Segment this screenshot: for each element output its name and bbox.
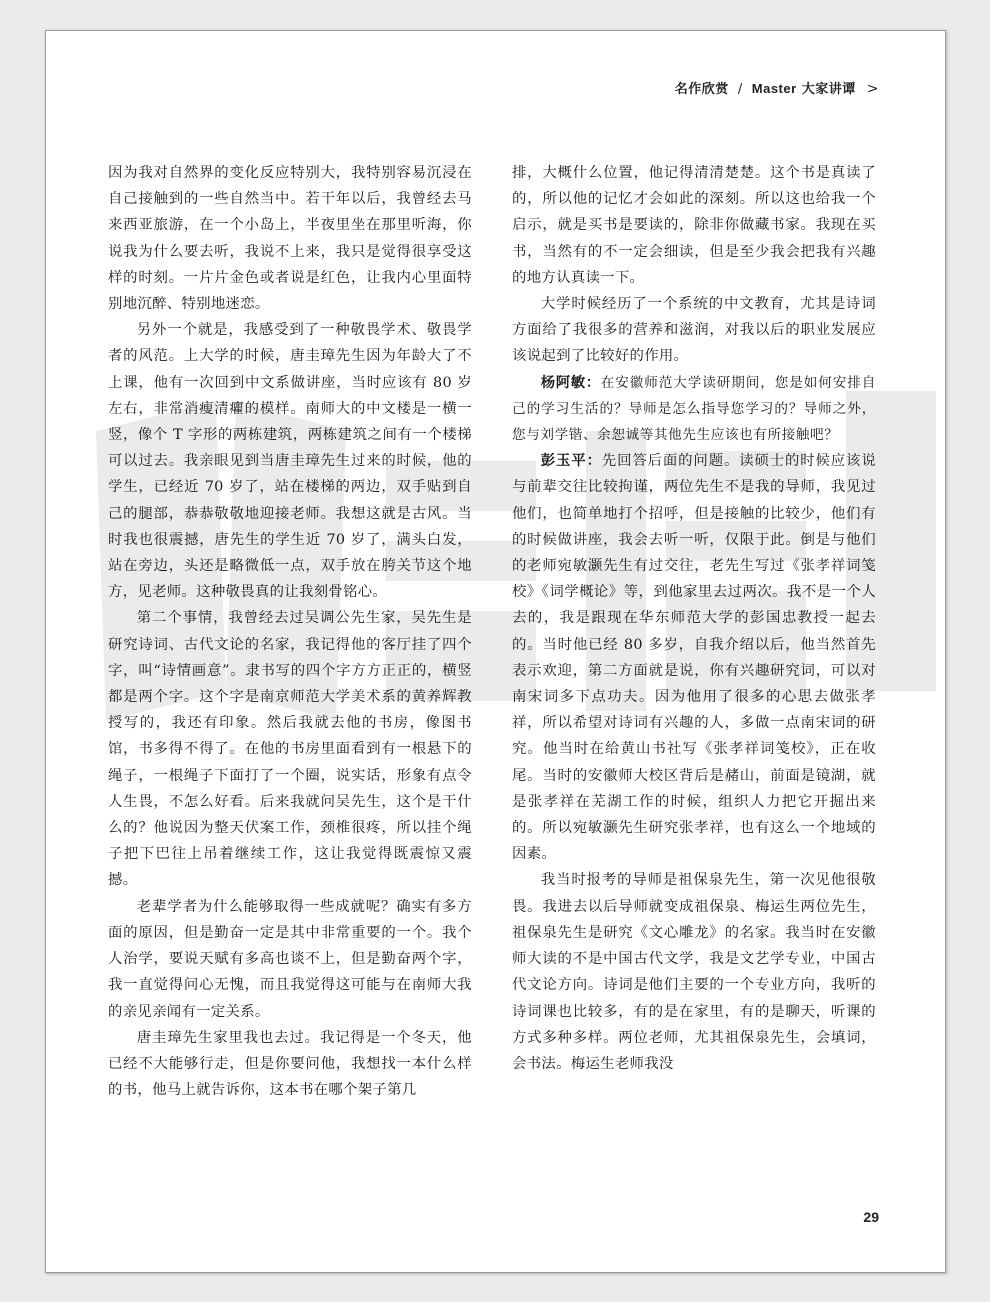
paragraph: 我当时报考的导师是祖保泉先生，第一次见他很敬畏。我进去以后导师就变成祖保泉、梅运生两位先生，祖保泉先生是研究《文心雕龙》的名家。我当时在安徽师大读的不是中国古代文学，我是文艺学专业，中国古代文论方向。诗词是他们主要的一个专业方向，我听的诗词课也比较多，有的是在家里，有的是聊天，听课的方式多种多样。两位老师，尤其祖保泉先生，会填词，会书法。梅运生老师我没 [512,872,876,1072]
question-text: 在安徽师范大学读研期间，您是如何安排自己的学习生活的？导师是怎么指导您学习的？导师之外，您与刘学锴、余恕诚等其他先生应该也有所接触吧？ [512,374,876,444]
paragraph: 第二个事情，我曾经去过吴调公先生家，吴先生是研究诗词、古代文论的名家，我记得他的客厅挂了四个字，叫“诗情画意”。隶书写的四个字方方正正的，横竖都是两个字。这个字是南京师范大学美术系的黄养辉教授写的，我还有印象。然后我就去他的书房，像图书馆，书多得不得了。在他的书房里面看到有一根悬下的绳子，一根绳子下面打了一个圈，说实话，形象有点令人生畏，不怎么好看。后来我就问吴先生，这个是干什么的？他说因为整天伏案工作，颈椎很疼，所以挂个绳子把下巴往上吊着继续工作，这让我觉得既震惊又震撼。 [108,610,472,889]
interview-question [512,370,876,449]
interviewer-name: 杨阿敏： [540,373,601,391]
paragraph: 因为我对自然界的变化反应特别大，我特别容易沉浸在自己接触到的一些自然当中。若干年以后，我曾经去马来西亚旅游，在一个小岛上，半夜里坐在那里听海，你说我为什么要去听，我说不上来，我只是觉得很享受这样的时刻。一片片金色或者说是红色，让我内心里面特别地沉醉、特别地迷恋。 [108,165,472,313]
paragraph: 大学时候经历了一个系统的中文教育，尤其是诗词方面给了我很多的营养和滋润，对我以后的职业发展应该说起到了比较好的作用。 [512,296,876,365]
chevron-right-icon: > [866,81,879,97]
page-number: 29 [863,1209,879,1225]
paragraph: 排，大概什么位置，他记得清清楚楚。这个书是真读了的，所以他的记忆才会如此的深刻。所以这也给我一个启示，就是买书是要读的，除非你做藏书家。我现在买书，当然有的不一定会细读，但是至少我会把我有兴趣的地方认真读一下。 [512,165,876,286]
running-header [675,78,879,97]
interview-answer [512,448,876,867]
left-column [108,160,472,1103]
magazine-page [45,30,946,1273]
header-column-en: Master [751,81,797,96]
header-section: 名作欣赏 [674,82,729,97]
interviewee-name: 彭玉平： [540,452,602,470]
right-column [512,160,876,1077]
header-separator: / [737,82,743,97]
paragraph: 唐圭璋先生家里我也去过。我记得是一个冬天，他已经不大能够行走，但是你要问他，我想找一本什么样的书，他马上就告诉你，这本书在哪个架子第几 [108,1029,472,1099]
paragraph: 老辈学者为什么能够取得一些成就呢？确实有多方面的原因，但是勤奋一定是其中非常重要的一个。我个人治学，要说天赋有多高也谈不上，但是勤奋两个字，我一直觉得问心无愧，而且我觉得这可能与在南师大我的亲见亲闻有一定关系。 [108,898,472,1020]
answer-text: 先回答后面的问题。读硕士的时候应该说与前辈交往比较拘谨，两位先生不是我的导师，我见过他们，也简单地打个招呼，但是接触的比较少，他们有的时候做讲座，我会去听一听，仅限于此。倒是与他们的老师宛敏灏先生有过交往，老先生写过《张孝祥词笺校》《词学概论》等，到他家里去过两次。我不是一个人去的，我是跟现在华东师范大学的彭国忠教授一起去的。当时他已经 80 多岁，自我介绍以后，他当然首先表示欢迎，第二方面就是说，你有兴趣研究词，可以对南宋词多下点功夫。因为他用了很多的心思去做张孝祥，所以希望对诗词有兴趣的人，多做一点南宋词的研究。他当时在给黄山书社写《张孝祥词笺校》，正在收尾。当时的安徽师大校区背后是赭山，前面是镜湖，就是张孝祥在芜湖工作的时候，组织人力把它开掘出来的。所以宛敏灏先生研究张孝祥，也有这么一个地域的因素。 [512,453,877,863]
paragraph: 另外一个就是，我感受到了一种敬畏学术、敬畏学者的风范。上大学的时候，唐圭璋先生因为年龄大了不上课，他有一次回到中文系做讲座，当时应该有 80 岁左右，非常消瘦清癯的模样。南师大的中文楼是一横一竖，像个 T 字形的两栋建筑，两栋建筑之间有一个楼梯可以过去。我亲眼见到当唐圭璋先生过来的时候，他的学生，已经近 70 岁了，站在楼梯的两边，双手贴到自己的腿部，恭恭敬敬地迎接老师。我想这就是古风。当时我也很震撼，唐先生的学生近 70 岁了，满头白发，站在旁边，头还是略微低一点，双手放在胯关节这个地方，见老师。这种敬畏真的让我刻骨铭心。 [108,322,472,601]
header-column-cn: 大家讲谭 [801,82,856,97]
